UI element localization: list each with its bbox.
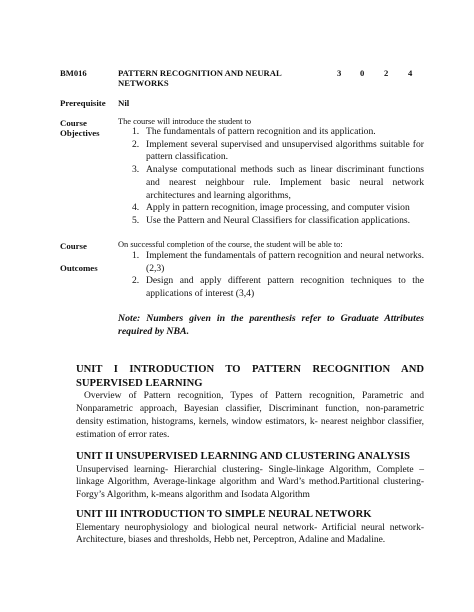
prerequisite-label: Prerequisite	[60, 98, 106, 108]
course-code: BM016	[60, 68, 87, 78]
objectives-label-line2: Objectives	[60, 128, 100, 138]
course-title: PATTERN RECOGNITION AND NEURAL NETWORKS	[118, 68, 282, 88]
objective-item: 2. Implement several supervised and unsupervised algorithms suitable for pattern classification.	[132, 138, 424, 163]
unit-1-title: UNIT I INTRODUCTION TO PATTERN RECOGNITION AND SUPERVISED LEARNING	[76, 364, 424, 389]
credit-total: 4	[408, 68, 413, 78]
objectives-intro: The course will introduce the student to	[118, 117, 252, 126]
unit-2-body: Unsupervised learning- Hierarchial clustering- Single-linkage Algorithm, Complete – linkage Algorithm, Average-linkage algorithm and Ward’s method.Partitional clustering-Forgy’s Algorithm, k-means algorithm and Isodata Algorithm	[76, 464, 424, 501]
unit-2	[76, 450, 424, 502]
unit-3-title: UNIT III INTRODUCTION TO SIMPLE NEURAL NETWORK	[76, 509, 372, 520]
credit-tutorial: 0	[360, 68, 365, 78]
objective-item: 5. Use the Pattern and Neural Classifiers for classification applications.	[132, 214, 411, 226]
outcome-item: 1. Implement the fundamentals of pattern recognition and neural networks. (2,3)	[132, 250, 424, 274]
unit-3-body: Elementary neurophysiology and biological neural network- Artificial neural network-Architecture, biases and thresholds, Hebb net, Perceptron, Adaline and Madaline.	[76, 522, 424, 546]
objective-item: 1. The fundamentals of pattern recognition and its application.	[132, 126, 376, 137]
outcomes-label-line2: Outcomes	[60, 263, 98, 273]
outcome-item: 2. Design and apply different pattern recognition techniques to the applications of interest (3,4)	[132, 275, 424, 300]
objective-item: 4. Apply in pattern recognition, image processing, and computer vision	[132, 202, 410, 214]
objectives-label-line1: Course	[60, 118, 87, 128]
outcomes-intro: On successful completion of the course, the student will be able to:	[118, 240, 343, 249]
objectives-list	[118, 126, 424, 228]
unit-1-body: Overview of Pattern recognition, Types of Pattern recognition, Parametric and Nonparametric approach, Bayesian classifier, Discriminant function, non-parametric density estimation, histograms, kernels, window estimators, k- nearest neighbor classifier, estimation of error rates.	[76, 391, 424, 440]
outcomes-label-line1: Course	[60, 241, 87, 251]
unit-1	[76, 363, 424, 441]
credit-practical: 2	[384, 68, 389, 78]
prerequisite-value: Nil	[118, 98, 130, 108]
unit-3	[76, 508, 424, 547]
unit-2-title: UNIT II UNSUPERVISED LEARNING AND CLUSTERING ANALYSIS	[76, 451, 411, 462]
credit-lecture: 3	[337, 68, 342, 78]
outcomes-list	[118, 250, 424, 301]
graduate-attributes-note: Note: Numbers given in the parenthesis refer to Graduate Attributes required by NBA.	[118, 313, 424, 337]
objective-item: 3. Analyse computational methods such as linear discriminant functions and nearest neighbour rule. Implement basic neural network architectures and learning algorithms,	[132, 164, 424, 201]
